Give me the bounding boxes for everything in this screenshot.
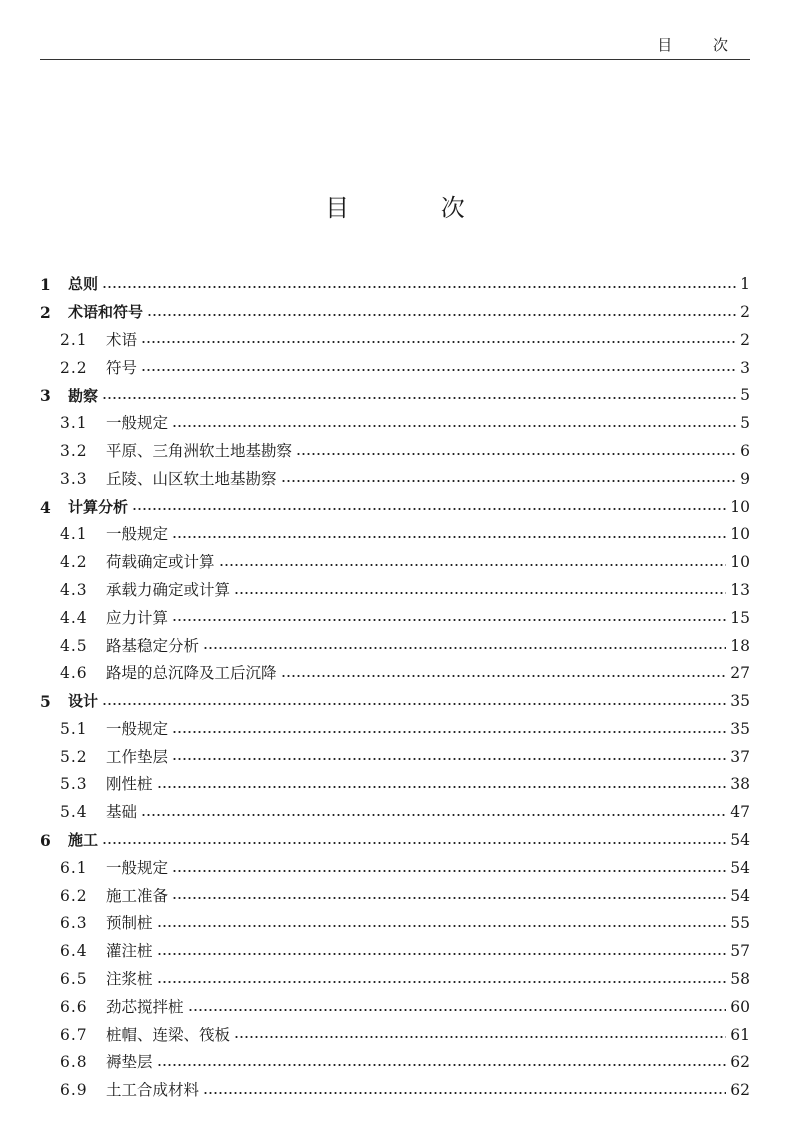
- toc-entry-number: 1: [40, 275, 51, 295]
- toc-entry-number: 5: [40, 692, 51, 712]
- toc-entry-title: 一般规定: [106, 414, 169, 433]
- toc-entry-page: 62: [730, 1053, 750, 1072]
- toc-entry-title: 工作垫层: [106, 747, 169, 766]
- dot-leader: [102, 703, 726, 705]
- dot-leader: [172, 425, 736, 427]
- toc-entry-number: 6.5: [60, 970, 88, 989]
- toc-entry-title: 预制桩: [106, 914, 153, 933]
- dot-leader: [172, 870, 726, 872]
- toc-entry-page: 10: [730, 553, 750, 572]
- toc-entry-number: 5.1: [60, 719, 88, 738]
- toc-entry-page: 6: [740, 441, 750, 460]
- toc-section-entry[interactable]: [40, 410, 750, 438]
- toc-entry-number: 4: [40, 497, 51, 517]
- toc-entry-page: 37: [730, 747, 750, 766]
- toc-entry-page: 15: [730, 608, 750, 627]
- toc-entry-page: 5: [740, 414, 750, 433]
- dot-leader: [281, 675, 727, 677]
- toc-entry-title: 刚性桩: [106, 775, 153, 794]
- toc-entry-title: 劲芯搅拌桩: [106, 997, 184, 1016]
- dot-leader: [188, 1009, 727, 1011]
- dot-leader: [157, 1064, 727, 1066]
- toc-entry-title: 施工: [68, 831, 99, 850]
- toc-entry-page: 38: [730, 775, 750, 794]
- toc-chapter-entry[interactable]: [40, 271, 750, 299]
- toc-section-entry[interactable]: [40, 910, 750, 938]
- toc-entry-number: 2.1: [60, 330, 88, 349]
- toc-chapter-entry[interactable]: [40, 827, 750, 855]
- toc-entry-number: 2.2: [60, 358, 88, 377]
- toc-entry-number: 6.2: [60, 886, 88, 905]
- dot-leader: [141, 341, 736, 343]
- toc-entry-page: 47: [730, 803, 750, 822]
- toc-entry-number: 4.6: [60, 664, 88, 683]
- dot-leader: [219, 564, 727, 566]
- toc-entry-title: 注浆桩: [106, 970, 153, 989]
- header-rule: [40, 59, 750, 60]
- dot-leader: [132, 508, 726, 510]
- toc-entry-page: 2: [740, 330, 750, 349]
- dot-leader: [172, 731, 726, 733]
- toc-entry-page: 18: [730, 636, 750, 655]
- dot-leader: [141, 369, 736, 371]
- toc-section-entry[interactable]: [40, 1049, 750, 1077]
- toc-entry-title: 路堤的总沉降及工后沉降: [106, 664, 277, 683]
- dot-leader: [102, 286, 736, 288]
- toc-section-entry[interactable]: [40, 354, 750, 382]
- toc-entry-number: 6.3: [60, 914, 88, 933]
- toc-entry-title: 一般规定: [106, 719, 169, 738]
- dot-leader: [172, 897, 726, 899]
- toc-entry-number: 4.3: [60, 580, 88, 599]
- toc-entry-title: 承载力确定或计算: [106, 580, 231, 599]
- toc-section-entry[interactable]: [40, 327, 750, 355]
- toc-section-entry[interactable]: [40, 938, 750, 966]
- toc-entry-page: 10: [730, 525, 750, 544]
- toc-section-entry[interactable]: [40, 1077, 750, 1105]
- toc-entry-title: 一般规定: [106, 858, 169, 877]
- table-of-contents: [40, 271, 750, 1105]
- toc-entry-title: 褥垫层: [106, 1053, 153, 1072]
- toc-entry-number: 6.7: [60, 1025, 88, 1044]
- page-title: 目 次: [325, 194, 507, 222]
- toc-entry-number: 3.3: [60, 469, 88, 488]
- toc-entry-number: 6.6: [60, 997, 88, 1016]
- toc-entry-title: 基础: [106, 803, 138, 822]
- toc-entry-number: 4.1: [60, 525, 88, 544]
- toc-chapter-entry[interactable]: [40, 382, 750, 410]
- toc-entry-number: 6.1: [60, 858, 88, 877]
- toc-entry-number: 5.2: [60, 747, 88, 766]
- dot-leader: [203, 647, 726, 649]
- toc-section-entry[interactable]: [40, 549, 750, 577]
- toc-entry-page: 54: [730, 858, 750, 877]
- toc-entry-page: 58: [730, 970, 750, 989]
- toc-entry-number: 6.4: [60, 942, 88, 961]
- toc-entry-number: 5.4: [60, 803, 88, 822]
- dot-leader: [102, 397, 736, 399]
- toc-section-entry[interactable]: [40, 744, 750, 772]
- toc-entry-number: 6.9: [60, 1081, 88, 1100]
- toc-entry-page: 61: [730, 1025, 750, 1044]
- dot-leader: [141, 814, 726, 816]
- toc-entry-number: 6: [40, 831, 51, 851]
- toc-entry-page: 3: [740, 358, 750, 377]
- toc-chapter-entry[interactable]: [40, 688, 750, 716]
- dot-leader: [172, 619, 726, 621]
- toc-chapter-entry[interactable]: [40, 299, 750, 327]
- toc-entry-number: 3.2: [60, 441, 88, 460]
- toc-entry-title: 路基稳定分析: [106, 636, 200, 655]
- toc-entry-number: 6.8: [60, 1053, 88, 1072]
- toc-entry-title: 总则: [68, 275, 99, 294]
- dot-leader: [172, 758, 726, 760]
- toc-entry-title: 灌注桩: [106, 942, 153, 961]
- dot-leader: [281, 480, 736, 482]
- toc-entry-number: 4.2: [60, 553, 88, 572]
- dot-leader: [203, 1092, 726, 1094]
- toc-section-entry[interactable]: [40, 855, 750, 883]
- toc-section-entry[interactable]: [40, 438, 750, 466]
- dot-leader: [157, 786, 727, 788]
- toc-section-entry[interactable]: [40, 799, 750, 827]
- dot-leader: [102, 842, 726, 844]
- toc-entry-title: 土工合成材料: [106, 1081, 200, 1100]
- toc-chapter-entry[interactable]: [40, 493, 750, 521]
- toc-section-entry[interactable]: [40, 883, 750, 911]
- toc-entry-page: 60: [730, 997, 750, 1016]
- dot-leader: [147, 314, 736, 316]
- toc-entry-page: 13: [730, 580, 750, 599]
- dot-leader: [157, 981, 727, 983]
- dot-leader: [172, 536, 726, 538]
- toc-entry-title: 应力计算: [106, 608, 169, 627]
- toc-entry-title: 丘陵、山区软土地基勘察: [106, 469, 277, 488]
- toc-entry-title: 勘察: [68, 386, 99, 405]
- toc-entry-number: 5.3: [60, 775, 88, 794]
- toc-entry-page: 1: [740, 275, 750, 294]
- toc-entry-title: 设计: [68, 692, 99, 711]
- toc-entry-page: 57: [730, 942, 750, 961]
- toc-entry-title: 施工准备: [106, 886, 169, 905]
- toc-entry-title: 平原、三角洲软土地基勘察: [106, 441, 293, 460]
- toc-entry-page: 2: [740, 302, 750, 321]
- toc-section-entry[interactable]: [40, 966, 750, 994]
- dot-leader: [157, 953, 727, 955]
- toc-entry-page: 5: [740, 386, 750, 405]
- toc-entry-title: 荷载确定或计算: [106, 553, 215, 572]
- toc-entry-number: 3.1: [60, 414, 88, 433]
- toc-entry-page: 54: [730, 831, 750, 850]
- toc-section-entry[interactable]: [40, 771, 750, 799]
- toc-entry-page: 54: [730, 886, 750, 905]
- toc-entry-page: 55: [730, 914, 750, 933]
- toc-section-entry[interactable]: [40, 660, 750, 688]
- toc-entry-page: 35: [730, 692, 750, 711]
- toc-entry-page: 27: [730, 664, 750, 683]
- dot-leader: [234, 592, 726, 594]
- toc-section-entry[interactable]: [40, 577, 750, 605]
- toc-entry-page: 35: [730, 719, 750, 738]
- toc-entry-number: 4.4: [60, 608, 88, 627]
- toc-section-entry[interactable]: [40, 1022, 750, 1050]
- toc-entry-title: 计算分析: [68, 497, 129, 516]
- toc-entry-title: 术语和符号: [68, 303, 144, 322]
- dot-leader: [157, 925, 727, 927]
- toc-section-entry[interactable]: [40, 994, 750, 1022]
- toc-entry-number: 3: [40, 386, 51, 406]
- toc-section-entry[interactable]: [40, 466, 750, 494]
- toc-entry-title: 桩帽、连梁、筏板: [106, 1025, 231, 1044]
- toc-entry-title: 一般规定: [106, 525, 169, 544]
- toc-section-entry[interactable]: [40, 605, 750, 633]
- toc-entry-title: 符号: [106, 358, 138, 377]
- toc-entry-number: 4.5: [60, 636, 88, 655]
- toc-entry-number: 2: [40, 302, 51, 322]
- toc-entry-page: 62: [730, 1081, 750, 1100]
- dot-leader: [296, 453, 736, 455]
- running-head: 目 次: [657, 36, 746, 54]
- toc-entry-page: 10: [730, 497, 750, 516]
- dot-leader: [234, 1036, 726, 1038]
- toc-section-entry[interactable]: [40, 632, 750, 660]
- toc-entry-title: 术语: [106, 330, 138, 349]
- toc-entry-page: 9: [740, 469, 750, 488]
- toc-section-entry[interactable]: [40, 521, 750, 549]
- toc-section-entry[interactable]: [40, 716, 750, 744]
